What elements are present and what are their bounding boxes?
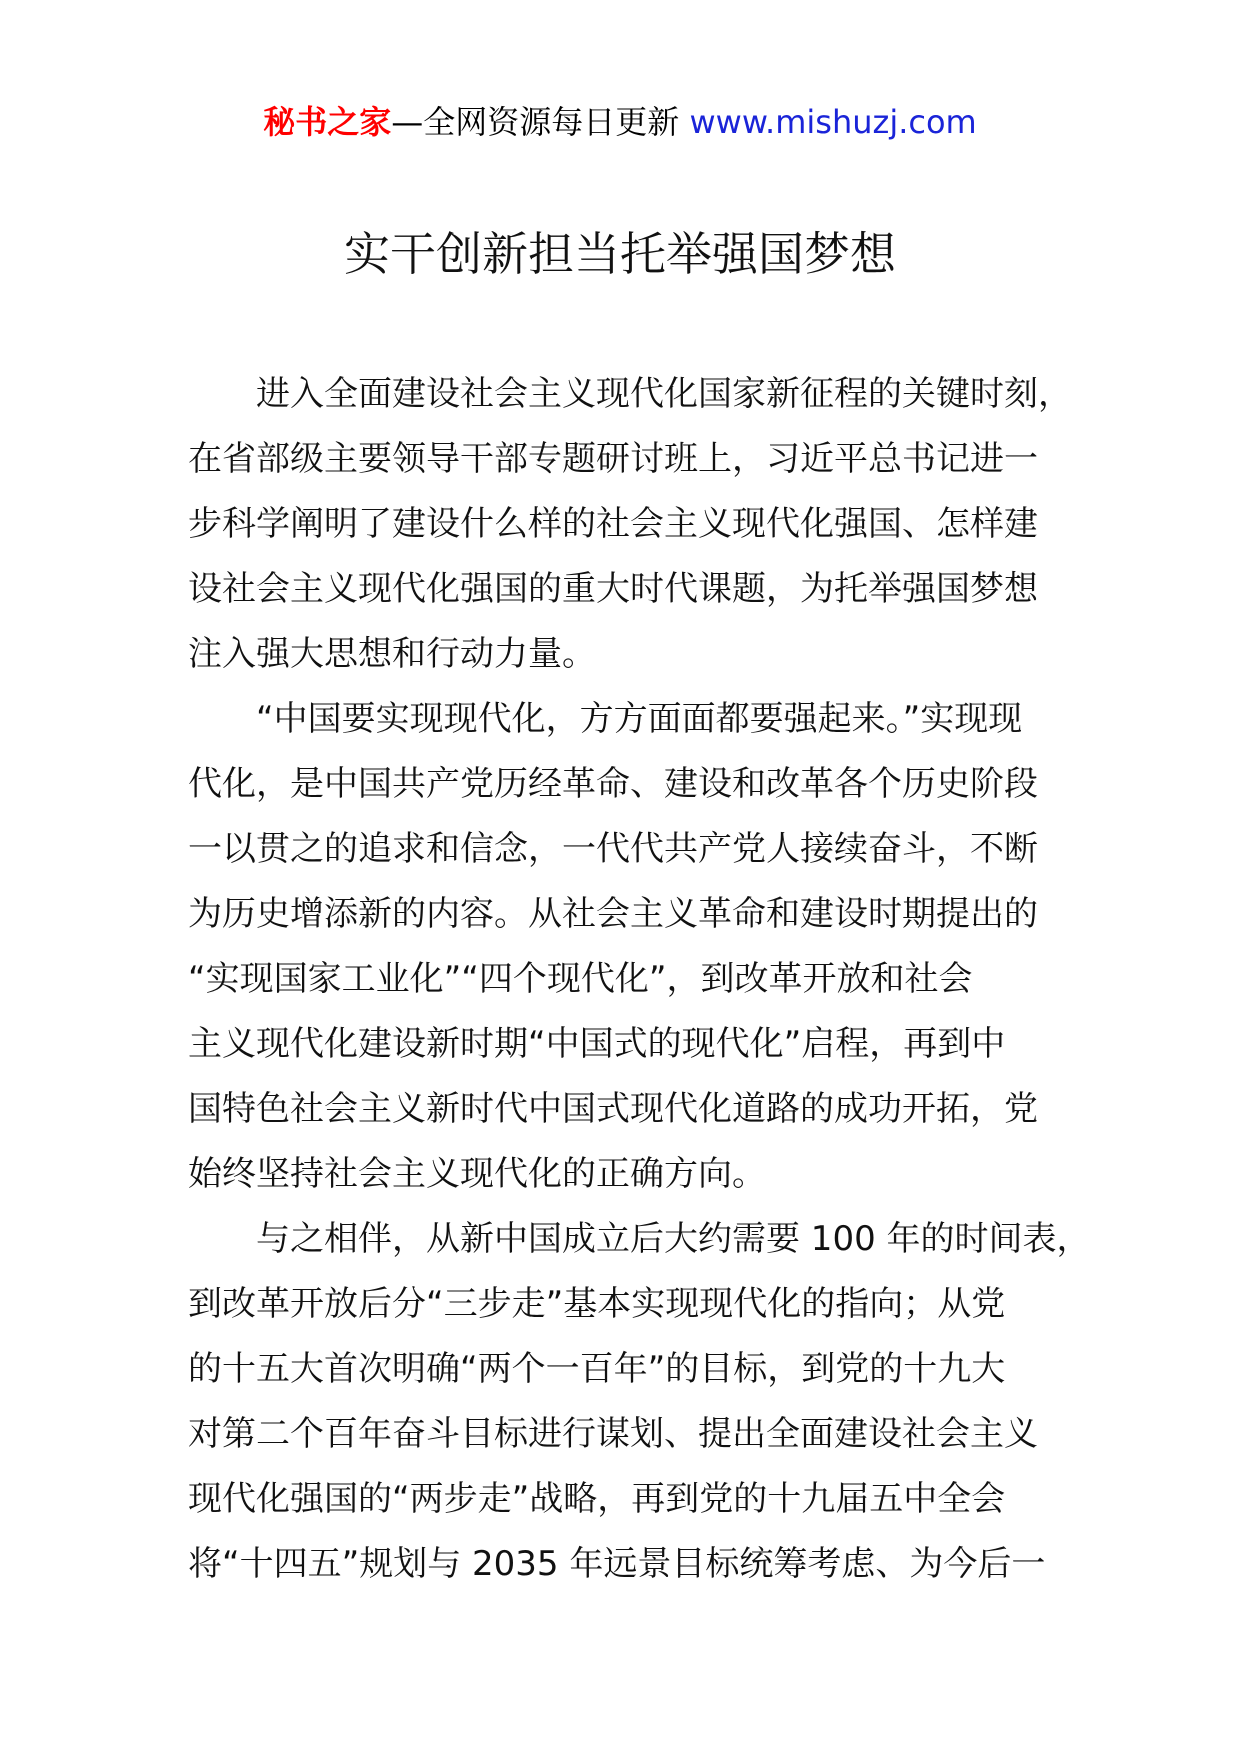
body-line: 与之相伴，从新中国成立后大约需要 100 年的时间表， (188, 1219, 1091, 1259)
body-line: 为历史增添新的内容。从社会主义革命和建设时期提出的 (188, 894, 1038, 934)
body-line: 对第二个百年奋斗目标进行谋划、提出全面建设社会主义 (188, 1414, 1038, 1454)
body-line: 始终坚持社会主义现代化的正确方向。 (188, 1154, 766, 1194)
article-title: 实干创新担当托举强国梦想 (344, 227, 896, 281)
body-line: 设社会主义现代化强国的重大时代课题，为托举强国梦想 (188, 569, 1038, 609)
body-line: 现代化强国的“两步走”战略，再到党的十九届五中全会 (188, 1479, 1006, 1519)
body-line: 主义现代化建设新时期“中国式的现代化”启程，再到中 (188, 1024, 1006, 1064)
body-line: 步科学阐明了建设什么样的社会主义现代化强国、怎样建 (188, 504, 1038, 544)
site-tagline: —全网资源每日更新 (391, 103, 690, 141)
site-header (0, 100, 1240, 144)
site-url-link[interactable]: www.mishuzj.com (689, 103, 977, 141)
body-line: 在省部级主要领导干部专题研讨班上，习近平总书记进一 (188, 439, 1038, 479)
body-line: 到改革开放后分“三步走”基本实现现代化的指向；从党 (188, 1284, 1006, 1324)
body-line: 一以贯之的追求和信念，一代代共产党人接续奋斗，不断 (188, 829, 1038, 869)
body-line: 国特色社会主义新时代中国式现代化道路的成功开拓，党 (188, 1089, 1038, 1129)
site-brand: 秘书之家 (263, 103, 392, 141)
body-line: “实现国家工业化”“四个现代化”，到改革开放和社会 (188, 959, 973, 999)
body-line: 注入强大思想和行动力量。 (188, 634, 596, 674)
body-line: 代化，是中国共产党历经革命、建设和改革各个历史阶段 (188, 764, 1038, 804)
body-line: 将“十四五”规划与 2035 年远景目标统筹考虑、为今后一 (188, 1544, 1046, 1584)
body-line: 进入全面建设社会主义现代化国家新征程的关键时刻， (188, 374, 1072, 414)
body-line: “中国要实现现代化，方方面面都要强起来。”实现现 (188, 699, 1023, 739)
article-body (188, 362, 1091, 1597)
body-line: 的十五大首次明确“两个一百年”的目标，到党的十九大 (188, 1349, 1006, 1389)
